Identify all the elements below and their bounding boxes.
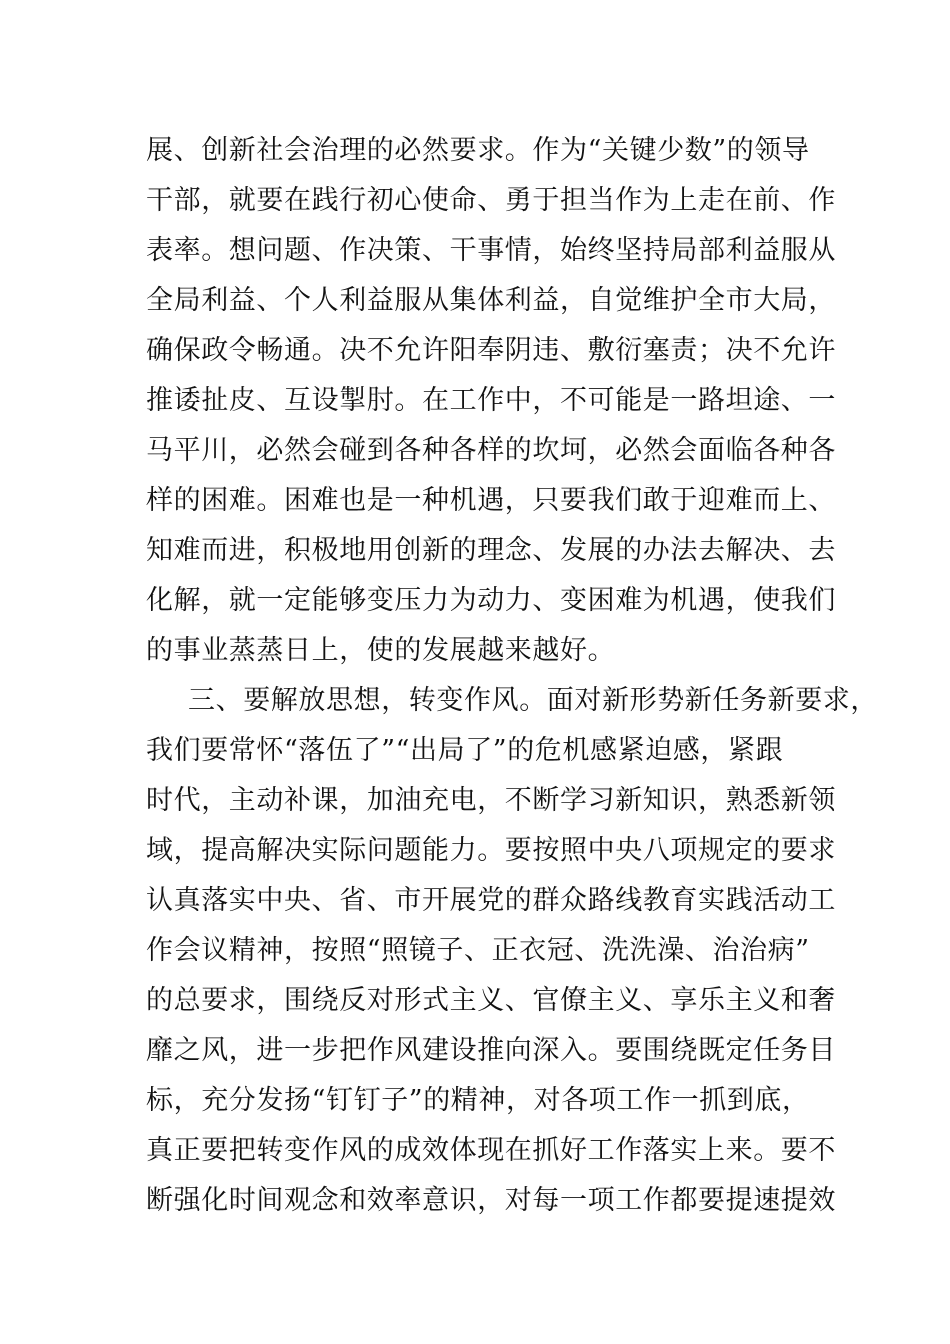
text-line: 断强化时间观念和效率意识，对每一项工作都要提速提效 bbox=[146, 1185, 836, 1216]
text-line: 展、创新社会治理的必然要求。作为“关键少数”的领导 bbox=[146, 135, 810, 166]
text-line: 确保政令畅通。决不允许阳奉阴违、敷衍塞责；决不允许 bbox=[146, 335, 836, 366]
text-line: 知难而进，积极地用创新的理念、发展的办法去解决、去 bbox=[146, 535, 836, 566]
text-line: 作会议精神，按照“照镜子、正衣冠、洗洗澡、治治病” bbox=[146, 935, 810, 966]
text-line: 我们要常怀“落伍了”“出局了”的危机感紧迫感，紧跟 bbox=[146, 735, 784, 766]
text-line: 认真落实中央、省、市开展党的群众路线教育实践活动工 bbox=[146, 885, 836, 916]
text-line: 的总要求，围绕反对形式主义、官僚主义、享乐主义和奢 bbox=[146, 985, 836, 1016]
body-text bbox=[146, 126, 878, 1226]
text-line: 样的困难。困难也是一种机遇，只要我们敢于迎难而上、 bbox=[146, 485, 836, 516]
text-line: 表率。想问题、作决策、干事情，始终坚持局部利益服从 bbox=[146, 235, 836, 266]
text-line: 马平川，必然会碰到各种各样的坎坷，必然会面临各种各 bbox=[146, 435, 836, 466]
text-line: 推诿扯皮、互设掣肘。在工作中，不可能是一路坦途、一 bbox=[146, 385, 836, 416]
section-heading-line: 三、要解放思想，转变作风。面对新形势新任务新要求， bbox=[188, 685, 878, 716]
text-line: 时代，主动补课，加油充电，不断学习新知识，熟悉新领 bbox=[146, 785, 836, 816]
text-line: 标，充分发扬“钉钉子”的精神，对各项工作一抓到底， bbox=[146, 1085, 810, 1116]
text-line: 靡之风，进一步把作风建设推向深入。要围绕既定任务目 bbox=[146, 1035, 836, 1066]
text-line: 全局利益、个人利益服从集体利益，自觉维护全市大局， bbox=[146, 285, 836, 316]
text-line: 域，提高解决实际问题能力。要按照中央八项规定的要求 bbox=[146, 835, 836, 866]
text-line: 化解，就一定能够变压力为动力、变困难为机遇，使我们 bbox=[146, 585, 836, 616]
text-line: 的事业蒸蒸日上，使的发展越来越好。 bbox=[146, 635, 616, 666]
text-line: 干部，就要在践行初心使命、勇于担当作为上走在前、作 bbox=[146, 185, 836, 216]
text-line: 真正要把转变作风的成效体现在抓好工作落实上来。要不 bbox=[146, 1135, 836, 1166]
